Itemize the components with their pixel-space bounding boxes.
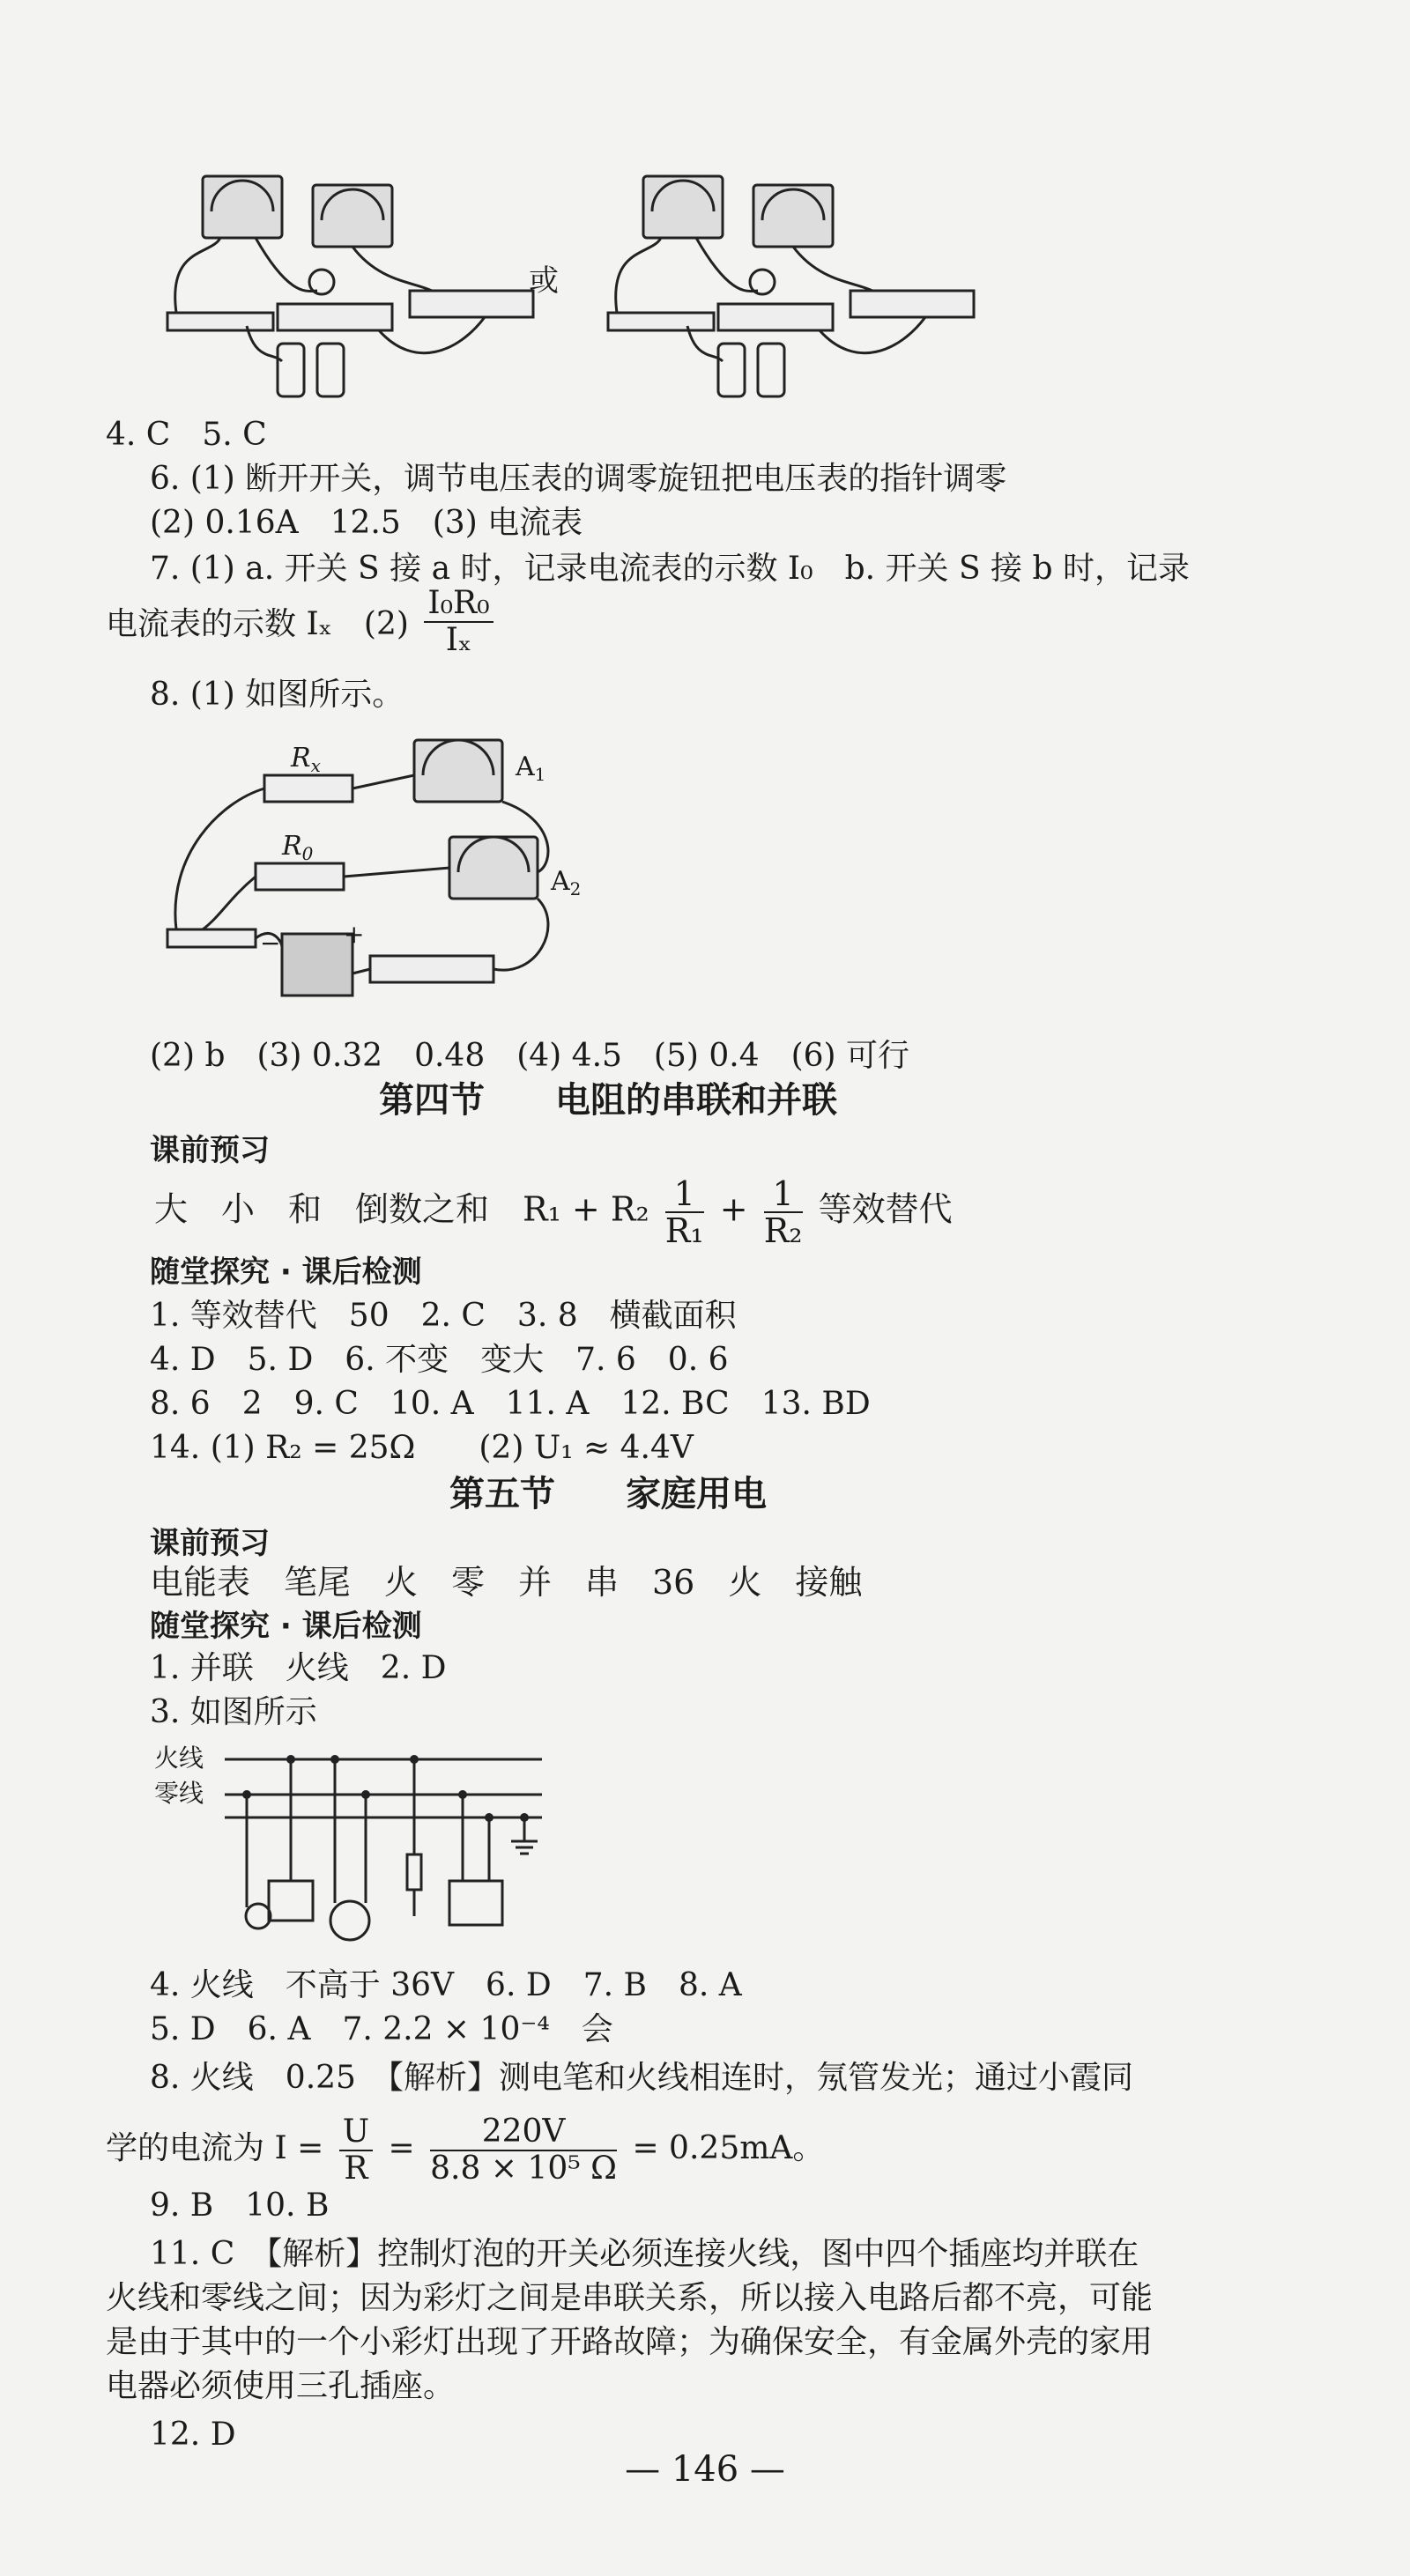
preview-heading: 课前预习 <box>150 1526 270 1561</box>
section-title: 第五节 家庭用电 <box>449 1473 767 1514</box>
explore-heading: 随堂探究 · 课后检测 <box>150 1609 422 1644</box>
answer-line: 是由于其中的一个小彩灯出现了开路故障；为确保安全，有金属外壳的家用 <box>106 2324 1154 2360</box>
answer-line: 8. 火线 0.25 【解析】测电笔和火线相连时，氖管发光；通过小霞同 <box>150 2060 1133 2096</box>
answer-text: = 0.25mA。 <box>632 2130 825 2166</box>
answer-line: 1. 并联 火线 2. D <box>150 1650 447 1686</box>
answer-line: 8. (1) 如图所示。 <box>150 677 404 713</box>
preview-text: 等效替代 <box>818 1189 953 1229</box>
fraction-numerator: U <box>339 2114 373 2151</box>
answer-line: 1. 等效替代 50 2. C 3. 8 横截面积 <box>150 1298 737 1334</box>
wiring-figure <box>154 1740 612 1951</box>
circuit-figure <box>150 722 608 1022</box>
fraction <box>430 2114 617 2187</box>
answer-line: 4. D 5. D 6. 不变 变大 7. 6 0. 6 <box>150 1342 729 1378</box>
answer-line: 14. (1) R₂ = 25Ω (2) U₁ ≈ 4.4V <box>150 1430 694 1466</box>
live-wire-label: 火线 <box>154 1743 204 1773</box>
answer-line: 电器必须使用三孔插座。 <box>106 2368 456 2404</box>
answer-line: 9. B 10. B <box>150 2187 330 2224</box>
preview-line <box>154 1176 953 1248</box>
fraction-denominator: Iₓ <box>445 622 472 658</box>
answer-line: 8. 6 2 9. C 10. A 11. A 12. BC 13. BD <box>150 1386 871 1422</box>
fraction-denominator: R₂ <box>763 1211 803 1250</box>
explore-heading: 随堂探究 · 课后检测 <box>150 1255 422 1290</box>
fraction-denominator: R₁ <box>664 1211 704 1250</box>
answer-line: 3. 如图所示 <box>150 1694 317 1730</box>
answer-line: 7. (1) a. 开关 S 接 a 时，记录电流表的示数 I₀ b. 开关 S 接 b 时，记录 <box>150 551 1190 587</box>
fraction-numerator: 1 <box>764 1176 803 1213</box>
rx-label: $R_x$ <box>291 743 321 776</box>
answer-line <box>106 585 499 658</box>
fraction-denominator: R <box>344 2150 368 2187</box>
fraction <box>339 2114 373 2187</box>
page-number: — 146 — <box>625 2449 785 2490</box>
fraction-denominator: 8.8 × 10⁵ Ω <box>430 2150 617 2187</box>
preview-heading: 课前预习 <box>150 1133 270 1168</box>
fraction <box>424 586 493 658</box>
minus-label: − <box>260 929 281 958</box>
preview-text: 大 小 和 倒数之和 R₁ + R₂ <box>154 1189 649 1229</box>
top-circuit-figure <box>150 159 1119 414</box>
section-title: 第四节 电阻的串联和并联 <box>379 1079 837 1121</box>
answer-line: 4. C 5. C <box>106 417 267 453</box>
answer-line: 火线和零线之间；因为彩灯之间是串联关系，所以接入电路后都不亮，可能 <box>106 2280 1154 2316</box>
plus-label: + <box>344 920 365 949</box>
answer-line: 12. D <box>150 2417 236 2453</box>
fraction-numerator: 220V <box>430 2114 617 2151</box>
answer-line: 6. (1) 断开开关，调节电压表的调零旋钮把电压表的指针调零 <box>150 461 1007 497</box>
neutral-wire-label: 零线 <box>154 1779 204 1808</box>
answer-line: 5. D 6. A 7. 2.2 × 10⁻⁴ 会 <box>150 2011 613 2047</box>
a2-label: $A_2$ <box>551 866 582 899</box>
answer-line <box>106 2114 824 2187</box>
fraction-numerator: 1 <box>665 1176 704 1213</box>
a1-label: $A_1$ <box>516 751 546 785</box>
answer-text: 电流表的示数 Iₓ (2) <box>106 606 409 642</box>
answer-line: (2) 0.16A 12.5 (3) 电流表 <box>150 505 583 541</box>
fraction <box>764 1176 803 1248</box>
fraction <box>665 1176 704 1248</box>
or-label: 或 <box>529 263 559 299</box>
answer-line: (2) b (3) 0.32 0.48 (4) 4.5 (5) 0.4 (6) 可行 <box>150 1038 910 1074</box>
preview-line: 电能表 笔尾 火 零 并 串 36 火 接触 <box>150 1563 863 1602</box>
answer-text: 学的电流为 I = <box>106 2130 324 2166</box>
answer-line: 11. C 【解析】控制灯泡的开关必须连接火线，图中四个插座均并联在 <box>150 2236 1139 2272</box>
fraction-numerator: I₀R₀ <box>424 586 493 623</box>
answer-line: 4. 火线 不高于 36V 6. D 7. B 8. A <box>150 1967 742 2003</box>
equals-sign: = <box>388 2130 415 2166</box>
plus-sign: + <box>719 1189 748 1229</box>
r0-label: $R_0$ <box>282 831 314 864</box>
